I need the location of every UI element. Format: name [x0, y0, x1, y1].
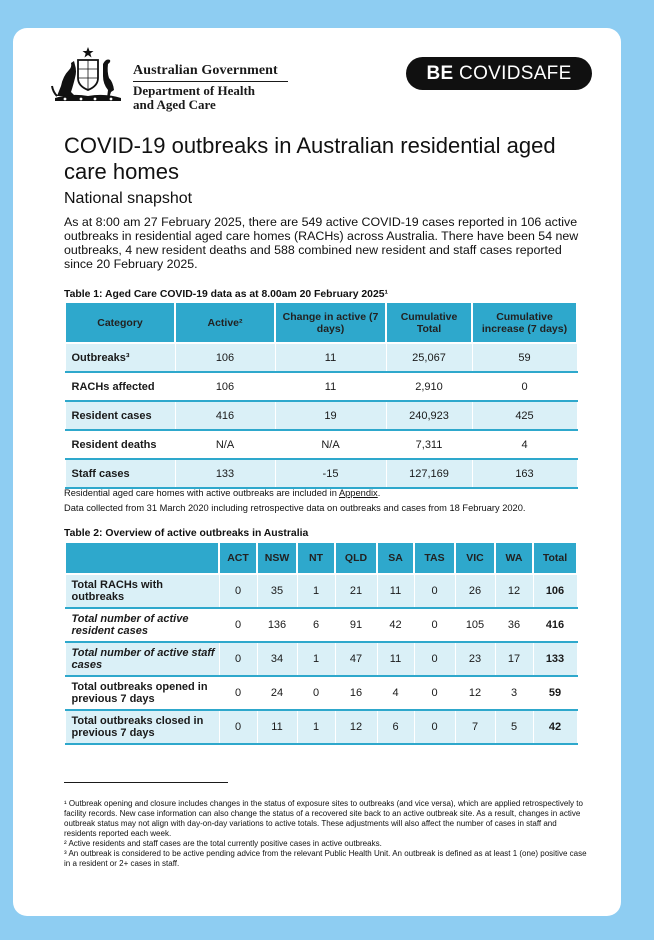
be-covidsafe-badge [406, 57, 592, 90]
table2-header: VIC [455, 542, 495, 574]
table-cell: 91 [335, 608, 377, 642]
table-row [65, 574, 577, 608]
footnote-divider [64, 782, 228, 783]
coat-of-arms-icon [51, 46, 123, 102]
footnote-3: ³ An outbreak is considered to be active pending advice from the relevant Public Health Unit. An outbreak is defined as at least 1 (one) positive case in a resident or 2+ cases in staff. [64, 849, 587, 868]
table-cell: 0 [219, 642, 257, 676]
appendix-link[interactable]: Appendix [338, 488, 378, 498]
table-cell: 105 [455, 608, 495, 642]
table-cell: 1 [297, 574, 335, 608]
table-cell: 7 [455, 710, 495, 744]
table1-note-collection: Data collected from 31 March 2020 including retrospective data on outbreaks and cases from 18 February 2020. [64, 503, 526, 513]
table1-header-row [65, 302, 577, 343]
intro-paragraph: As at 8:00 am 27 February 2025, there are 549 active COVID-19 cases reported in 106 active outbreaks in residential aged care homes (RACHs) across Australia. There have been 54 new outbreaks, 4 new resident deaths and 588 combined new resident and staff cases reported since 20 February 2025. [64, 215, 579, 271]
table-cell: 133 [175, 459, 275, 488]
aged-care-data-table [64, 301, 578, 489]
row-label: Total outbreaks opened in previous 7 days [65, 676, 219, 710]
table-cell: N/A [175, 430, 275, 459]
table-cell: 17 [495, 642, 533, 676]
table-cell: 0 [219, 710, 257, 744]
table1-header: Active² [175, 302, 275, 343]
table-row [65, 401, 577, 430]
table-cell: 36 [495, 608, 533, 642]
table2-header: QLD [335, 542, 377, 574]
table-cell: 47 [335, 642, 377, 676]
table-cell: N/A [275, 430, 386, 459]
table2-caption: Table 2: Overview of active outbreaks in Australia [64, 528, 309, 539]
table2-header-row [65, 542, 577, 574]
table-cell: 19 [275, 401, 386, 430]
table-cell: -15 [275, 459, 386, 488]
badge-text: COVIDSAFE [459, 63, 572, 84]
table-cell: 26 [455, 574, 495, 608]
logo-divider [133, 81, 288, 82]
page-subtitle: National snapshot [64, 190, 193, 207]
department-name [133, 84, 293, 112]
table2-header: WA [495, 542, 533, 574]
table-cell: 21 [335, 574, 377, 608]
table1-header: Cumulative increase (7 days) [472, 302, 577, 343]
table-cell: 12 [455, 676, 495, 710]
table-row [65, 676, 577, 710]
table-cell: 3 [495, 676, 533, 710]
table-cell: 0 [219, 608, 257, 642]
table-cell: 5 [495, 710, 533, 744]
table-row [65, 343, 577, 372]
table-cell: 106 [175, 372, 275, 401]
footnotes [64, 799, 589, 869]
total-cell: 42 [533, 710, 577, 744]
row-label: RACHs affected [65, 372, 175, 401]
table-cell: 24 [257, 676, 297, 710]
table-cell: 240,923 [386, 401, 472, 430]
table1-note-appendix [64, 488, 380, 498]
table-row [65, 608, 577, 642]
table-cell: 425 [472, 401, 577, 430]
table2-header [65, 542, 219, 574]
table-row [65, 642, 577, 676]
row-label: Total number of active staff cases [65, 642, 219, 676]
row-label: Resident deaths [65, 430, 175, 459]
government-logo [51, 46, 291, 116]
table-cell: 136 [257, 608, 297, 642]
table-cell: 11 [377, 574, 414, 608]
table-row [65, 430, 577, 459]
table-cell: 35 [257, 574, 297, 608]
table-cell: 0 [297, 676, 335, 710]
table1-header: Category [65, 302, 175, 343]
table-cell: 11 [377, 642, 414, 676]
row-label: Total number of active resident cases [65, 608, 219, 642]
table2-header: TAS [414, 542, 455, 574]
table-cell: 106 [175, 343, 275, 372]
row-label: Resident cases [65, 401, 175, 430]
table2-header: ACT [219, 542, 257, 574]
table-cell: 416 [175, 401, 275, 430]
department-line-2: and Aged Care [133, 97, 216, 112]
table-cell: 7,311 [386, 430, 472, 459]
table-cell: 11 [275, 372, 386, 401]
badge-bold-text: BE [426, 63, 454, 84]
table-cell: 0 [414, 608, 455, 642]
table-cell: 0 [219, 574, 257, 608]
note-text: Residential aged care homes with active outbreaks are included in [64, 488, 339, 498]
footnote-2: ² Active residents and staff cases are the total currently positive cases in active outbreaks. [64, 839, 382, 848]
row-label: Total outbreaks closed in previous 7 days [65, 710, 219, 744]
table2-header: Total [533, 542, 577, 574]
table1-header: Cumulative Total [386, 302, 472, 343]
table-cell: 127,169 [386, 459, 472, 488]
table1-header: Change in active (7 days) [275, 302, 386, 343]
table-cell: 11 [257, 710, 297, 744]
table-cell: 59 [472, 343, 577, 372]
table-cell: 0 [414, 574, 455, 608]
footnote-1: ¹ Outbreak opening and closure includes changes in the status of exposure sites to outbreaks (and vice versa), which are applied retrospectively to facility records. New case information can also change the status of a recovered site back to an active outbreak site. As a result, changes in active outbreak status may not align with day-on-day variations to active totals. These adjustments will also affect the number of cases in staff and residents reported each week. [64, 799, 583, 838]
note-text: . [377, 488, 381, 498]
table-cell: 25,067 [386, 343, 472, 372]
table-cell: 6 [297, 608, 335, 642]
table2-header: NT [297, 542, 335, 574]
table-cell: 12 [495, 574, 533, 608]
table1-caption: Table 1: Aged Care COVID-19 data as at 8.00am 20 February 2025¹ [64, 289, 388, 300]
table-cell: 12 [335, 710, 377, 744]
table-cell: 6 [377, 710, 414, 744]
total-cell: 106 [533, 574, 577, 608]
table-cell: 42 [377, 608, 414, 642]
table-cell: 1 [297, 642, 335, 676]
row-label: Outbreaks³ [65, 343, 175, 372]
table-cell: 0 [414, 642, 455, 676]
table-cell: 0 [414, 676, 455, 710]
total-cell: 416 [533, 608, 577, 642]
table-cell: 0 [414, 710, 455, 744]
table-cell: 4 [377, 676, 414, 710]
document-page [13, 28, 621, 916]
table-row [65, 372, 577, 401]
department-line-1: Department of Health [133, 83, 256, 98]
table-cell: 0 [219, 676, 257, 710]
table-cell: 11 [275, 343, 386, 372]
table-cell: 163 [472, 459, 577, 488]
row-label: Total RACHs with outbreaks [65, 574, 219, 608]
table-cell: 16 [335, 676, 377, 710]
table-cell: 1 [297, 710, 335, 744]
page-title: COVID-19 outbreaks in Australian residential aged care homes [64, 133, 556, 184]
table-row [65, 710, 577, 744]
table-cell: 0 [472, 372, 577, 401]
government-name: Australian Government [133, 63, 278, 78]
table-row [65, 459, 577, 488]
table-cell: 23 [455, 642, 495, 676]
total-cell: 133 [533, 642, 577, 676]
table-cell: 2,910 [386, 372, 472, 401]
table2-header: NSW [257, 542, 297, 574]
table2-header: SA [377, 542, 414, 574]
row-label: Staff cases [65, 459, 175, 488]
table-cell: 4 [472, 430, 577, 459]
active-outbreaks-table [64, 541, 578, 745]
total-cell: 59 [533, 676, 577, 710]
table-cell: 34 [257, 642, 297, 676]
